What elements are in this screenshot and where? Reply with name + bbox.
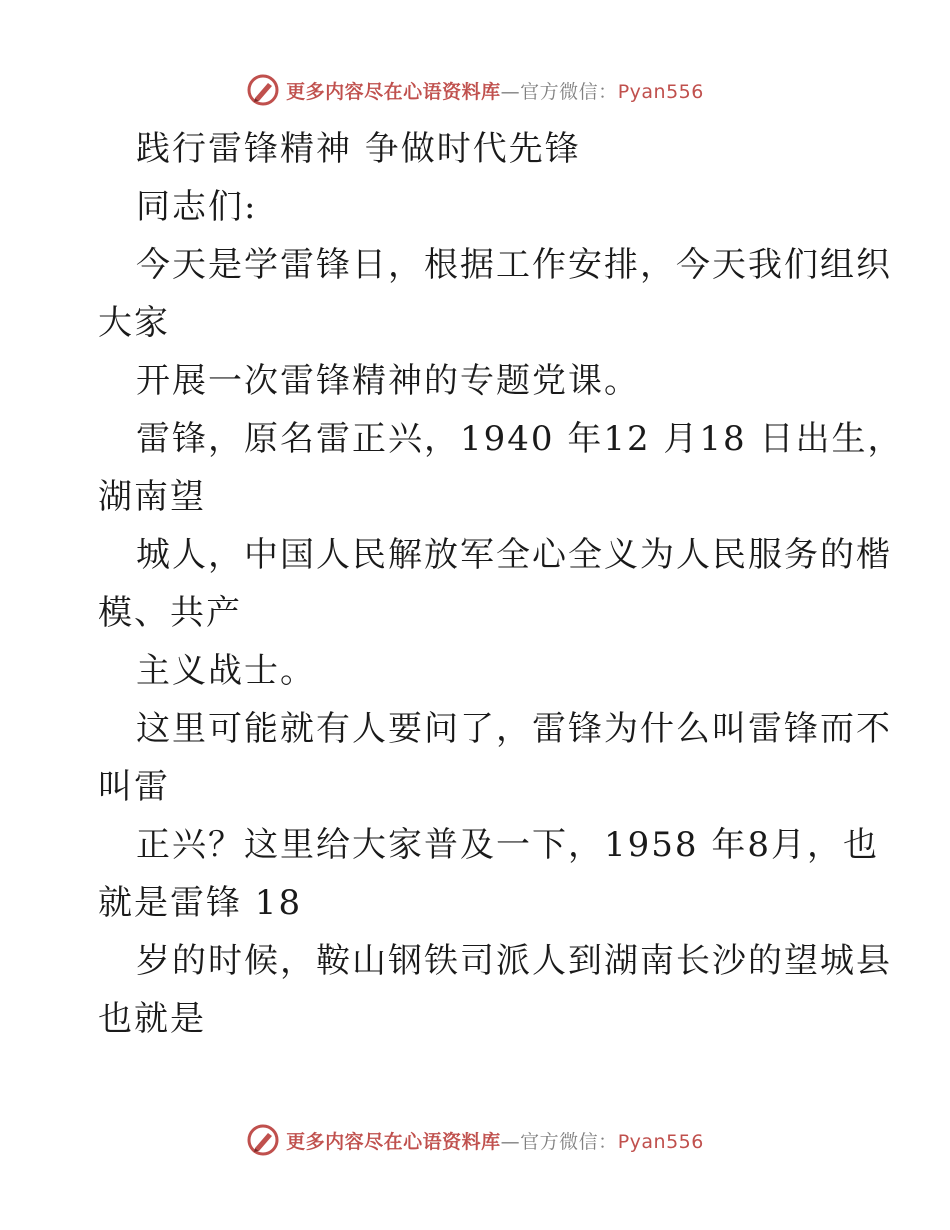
salutation: 同志们: bbox=[136, 187, 258, 227]
text-line: 就是雷锋 18 bbox=[98, 883, 303, 923]
document-title: 践行雷锋精神 争做时代先锋 bbox=[136, 129, 581, 169]
red-pen-logo-icon bbox=[246, 73, 280, 107]
watermark-dash: — bbox=[500, 80, 521, 103]
text-line: 雷锋，原名雷正兴，1940 年12 月18 日出生， bbox=[136, 419, 904, 459]
watermark-brand: 更多内容尽在心语资料库 bbox=[286, 1130, 501, 1153]
text-line: 叫雷 bbox=[98, 767, 170, 807]
text-line: 湖南望 bbox=[98, 477, 206, 517]
red-pen-logo-icon bbox=[246, 1123, 280, 1157]
watermark-wechat-label: 官方微信： bbox=[520, 1130, 618, 1153]
watermark-brand: 更多内容尽在心语资料库 bbox=[286, 80, 501, 103]
text-line: 也就是 bbox=[98, 999, 206, 1039]
header-watermark bbox=[0, 70, 950, 110]
watermark-wechat-id: Pyan556 bbox=[617, 1130, 704, 1153]
text-line: 开展一次雷锋精神的专题党课。 bbox=[136, 361, 640, 401]
watermark-dash: — bbox=[500, 1130, 521, 1153]
text-line: 今天是学雷锋日，根据工作安排，今天我们组织 bbox=[136, 245, 892, 285]
text-line: 正兴？这里给大家普及一下，1958 年8月，也 bbox=[136, 825, 879, 865]
document-body bbox=[98, 120, 904, 1048]
watermark-wechat-id: Pyan556 bbox=[617, 80, 704, 103]
text-line: 主义战士。 bbox=[136, 651, 316, 691]
watermark-wechat-label: 官方微信： bbox=[520, 80, 618, 103]
text-line: 大家 bbox=[98, 303, 170, 343]
text-line: 岁的时候，鞍山钢铁司派人到湖南长沙的望城县 bbox=[136, 941, 892, 981]
text-line: 城人，中国人民解放军全心全义为人民服务的楷 bbox=[136, 535, 892, 575]
footer-watermark bbox=[0, 1120, 950, 1160]
text-line: 这里可能就有人要问了，雷锋为什么叫雷锋而不 bbox=[136, 709, 892, 749]
text-line: 模、共产 bbox=[98, 593, 242, 633]
